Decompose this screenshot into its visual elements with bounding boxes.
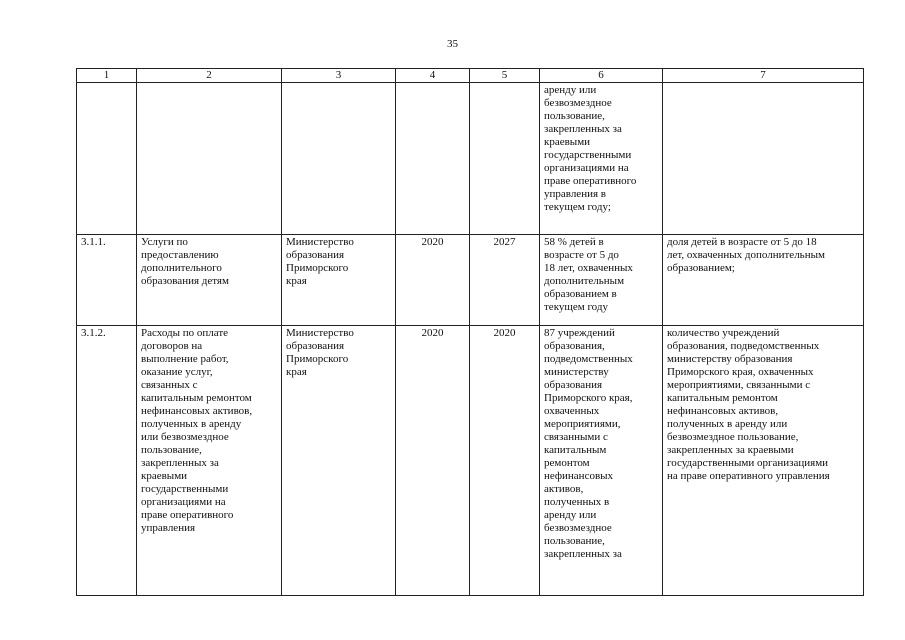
item-start-year: 2020 — [396, 235, 470, 326]
item-indicator: количество учреждений образования, подведомственных министерству образования Приморского края, охваченных мероприятиями, связанными с капитальным ремонтом нефинансовых активов, полученных в аренду или безвозмездное пользование, закрепленных за краевыми государственными организациями на праве оперативного управления — [663, 326, 864, 596]
item-code — [77, 83, 137, 235]
column-header: 1 — [77, 69, 137, 83]
item-expected-result: аренду или безвозмездное пользование, закрепленных за краевыми государственными организациями на праве оперативного управления в текущем году; — [540, 83, 663, 235]
item-expected-result: 87 учреждений образования, подведомственных министерству образования Приморского края, охваченных мероприятиями, связанными с капитальным ремонтом нефинансовых активов, полученных в аренду или безвозмездное пользование, закрепленных за — [540, 326, 663, 596]
item-indicator: доля детей в возрасте от 5 до 18 лет, охваченных дополнительным образованием; — [663, 235, 864, 326]
table-row — [77, 235, 864, 326]
column-header: 4 — [396, 69, 470, 83]
item-name — [137, 83, 282, 235]
column-header: 3 — [282, 69, 396, 83]
item-expected-result: 58 % детей в возрасте от 5 до 18 лет, охваченных дополнительным образованием в текущем году — [540, 235, 663, 326]
item-start-year: 2020 — [396, 326, 470, 596]
item-name: Расходы по оплате договоров на выполнение работ, оказание услуг, связанных с капитальным ремонтом нефинансовых активов, полученных в аренду или безвозмездное пользование, закрепленных за краевыми государственными организациями на праве оперативного управления — [137, 326, 282, 596]
table-row — [77, 326, 864, 596]
column-header: 6 — [540, 69, 663, 83]
item-code: 3.1.1. — [77, 235, 137, 326]
item-code: 3.1.2. — [77, 326, 137, 596]
item-executor: Министерство образования Приморского края — [282, 326, 396, 596]
item-executor — [282, 83, 396, 235]
column-header: 2 — [137, 69, 282, 83]
item-end-year: 2020 — [470, 326, 540, 596]
item-indicator — [663, 83, 864, 235]
item-executor: Министерство образования Приморского края — [282, 235, 396, 326]
item-start-year — [396, 83, 470, 235]
program-activities-table — [76, 68, 864, 596]
page-number: 35 — [447, 38, 458, 50]
column-header: 5 — [470, 69, 540, 83]
item-end-year — [470, 83, 540, 235]
item-end-year: 2027 — [470, 235, 540, 326]
header-row — [77, 69, 864, 83]
column-header: 7 — [663, 69, 864, 83]
item-name: Услуги по предоставлению дополнительного образования детям — [137, 235, 282, 326]
table-row — [77, 83, 864, 235]
